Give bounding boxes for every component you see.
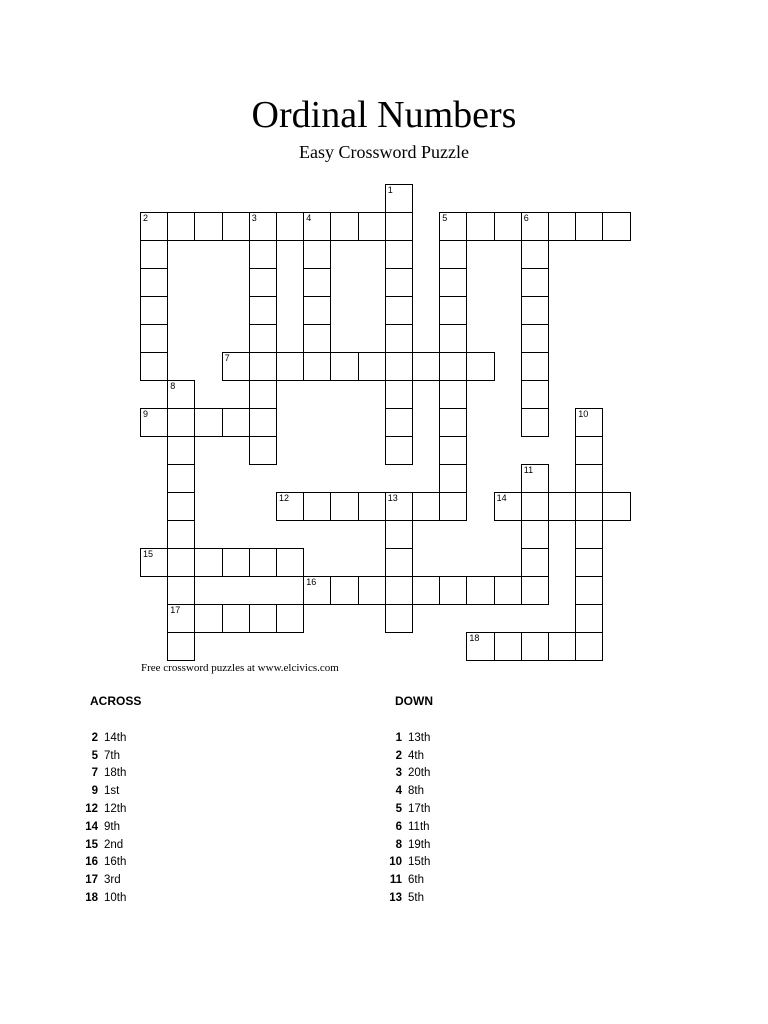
clue-number: 16 [85, 856, 98, 869]
crossword-cell[interactable] [521, 408, 549, 437]
clue-number: 9 [91, 785, 98, 798]
page-subtitle: Easy Crossword Puzzle [299, 142, 469, 162]
crossword-cell[interactable] [439, 296, 467, 325]
clue-number: 3 [395, 767, 402, 780]
across-heading: ACROSS [90, 694, 142, 708]
down-clue [380, 747, 430, 765]
crossword-cell[interactable] [358, 212, 386, 241]
crossword-cell[interactable] [521, 520, 549, 549]
crossword-cell[interactable] [575, 520, 603, 549]
crossword-cell[interactable] [439, 408, 467, 437]
clue-number: 4 [395, 785, 402, 798]
crossword-cell[interactable] [548, 632, 576, 661]
crossword-cell[interactable] [249, 268, 277, 297]
clue-text: 8th [408, 785, 424, 798]
crossword-cell[interactable] [385, 520, 413, 549]
crossword-cell[interactable] [385, 380, 413, 409]
clue-text: 6th [408, 874, 424, 887]
crossword-cell[interactable] [249, 352, 277, 381]
crossword-cell[interactable] [276, 212, 304, 241]
cell-number: 15 [143, 549, 154, 559]
crossword-cell[interactable] [276, 492, 304, 521]
crossword-cell[interactable] [140, 408, 168, 437]
crossword-cell[interactable] [303, 240, 331, 269]
down-clue [380, 871, 430, 889]
clue-number: 5 [395, 803, 402, 816]
crossword-cell[interactable] [385, 184, 413, 213]
clue-text: 18th [104, 767, 127, 780]
clue-number: 11 [389, 874, 402, 887]
crossword-cell[interactable] [249, 296, 277, 325]
crossword-cell[interactable] [140, 268, 168, 297]
crossword-cell[interactable] [358, 492, 386, 521]
crossword-cell[interactable] [575, 548, 603, 577]
crossword-cell[interactable] [140, 240, 168, 269]
cell-number: 7 [224, 353, 230, 363]
crossword-cell[interactable] [385, 324, 413, 353]
clue-number: 5 [91, 749, 98, 762]
across-clue [76, 729, 126, 747]
across-clue [76, 871, 126, 889]
crossword-cell[interactable] [494, 576, 522, 605]
down-clue [380, 782, 430, 800]
crossword-cell[interactable] [167, 632, 195, 661]
crossword-cell[interactable] [521, 576, 549, 605]
crossword-cell[interactable] [521, 212, 549, 241]
crossword-cell[interactable] [330, 576, 358, 605]
crossword-cell[interactable] [385, 576, 413, 605]
crossword-cell[interactable] [439, 240, 467, 269]
clue-number: 8 [395, 838, 402, 851]
across-clue [76, 836, 126, 854]
clue-number: 15 [85, 838, 98, 851]
clue-number: 13 [389, 892, 402, 905]
crossword-cell[interactable] [140, 548, 168, 577]
crossword-cell[interactable] [439, 464, 467, 493]
crossword-cell[interactable] [303, 352, 331, 381]
down-clue [380, 854, 430, 872]
crossword-cell[interactable] [494, 212, 522, 241]
cell-number: 10 [578, 409, 589, 419]
clue-number: 7 [91, 767, 98, 780]
crossword-cell[interactable] [222, 408, 250, 437]
clue-number: 2 [91, 731, 98, 744]
crossword-cell[interactable] [575, 212, 603, 241]
crossword-cell[interactable] [167, 436, 195, 465]
clue-text: 19th [408, 838, 431, 851]
crossword-cell[interactable] [385, 296, 413, 325]
crossword-cell[interactable] [385, 352, 413, 381]
across-clue-list [76, 729, 126, 907]
crossword-cell[interactable] [466, 212, 494, 241]
clue-text: 17th [408, 803, 431, 816]
crossword-cell[interactable] [222, 604, 250, 633]
crossword-cell[interactable] [412, 492, 440, 521]
crossword-cell[interactable] [194, 548, 222, 577]
crossword-cell[interactable] [167, 380, 195, 409]
clue-text: 4th [408, 749, 424, 762]
cell-number: 3 [251, 213, 257, 223]
crossword-cell[interactable] [222, 548, 250, 577]
crossword-cell[interactable] [303, 296, 331, 325]
crossword-cell[interactable] [194, 212, 222, 241]
crossword-cell[interactable] [466, 632, 494, 661]
cell-number: 6 [523, 213, 529, 223]
cell-number: 8 [170, 381, 176, 391]
clue-number: 17 [85, 874, 98, 887]
crossword-cell[interactable] [140, 212, 168, 241]
crossword-cell[interactable] [385, 436, 413, 465]
footer-credit: Free crossword puzzles at www.elcivics.com [141, 662, 339, 674]
crossword-cell[interactable] [466, 576, 494, 605]
crossword-cell[interactable] [548, 492, 576, 521]
crossword-cell[interactable] [303, 576, 331, 605]
across-clue [76, 889, 126, 907]
clue-text: 2nd [104, 838, 124, 851]
crossword-cell[interactable] [521, 464, 549, 493]
down-clue [380, 800, 430, 818]
down-clue-list [380, 729, 430, 907]
crossword-cell[interactable] [167, 548, 195, 577]
crossword-cell[interactable] [358, 352, 386, 381]
clue-number: 6 [395, 820, 402, 833]
crossword-cell[interactable] [521, 324, 549, 353]
crossword-cell[interactable] [167, 408, 195, 437]
crossword-cell[interactable] [194, 408, 222, 437]
crossword-cell[interactable] [303, 212, 331, 241]
crossword-cell[interactable] [412, 576, 440, 605]
crossword-cell[interactable] [167, 492, 195, 521]
crossword-cell[interactable] [194, 604, 222, 633]
cell-number: 12 [279, 493, 290, 503]
crossword-cell[interactable] [249, 436, 277, 465]
crossword-cell[interactable] [249, 604, 277, 633]
crossword-cell[interactable] [167, 604, 195, 633]
cell-number: 14 [496, 493, 507, 503]
cell-number: 11 [523, 465, 534, 475]
down-clue [380, 765, 430, 783]
crossword-cell[interactable] [167, 520, 195, 549]
crossword-cell[interactable] [439, 324, 467, 353]
crossword-cell[interactable] [303, 324, 331, 353]
crossword-cell[interactable] [249, 548, 277, 577]
cell-number: 9 [143, 409, 149, 419]
crossword-cell[interactable] [575, 576, 603, 605]
across-clue [76, 854, 126, 872]
clue-text: 16th [104, 856, 127, 869]
crossword-cell[interactable] [385, 408, 413, 437]
crossword-cell[interactable] [249, 380, 277, 409]
down-clue [380, 889, 430, 907]
cell-number: 4 [306, 213, 312, 223]
crossword-cell[interactable] [521, 548, 549, 577]
crossword-cell[interactable] [249, 212, 277, 241]
clue-text: 14th [104, 731, 127, 744]
across-clue [76, 765, 126, 783]
crossword-cell[interactable] [521, 240, 549, 269]
crossword-cell[interactable] [167, 576, 195, 605]
clue-text: 1st [104, 785, 120, 798]
clue-text: 10th [104, 892, 127, 905]
crossword-cell[interactable] [439, 212, 467, 241]
crossword-cell[interactable] [602, 212, 630, 241]
clue-text: 20th [408, 767, 431, 780]
crossword-cell[interactable] [439, 268, 467, 297]
crossword-cell[interactable] [385, 548, 413, 577]
across-clue [76, 818, 126, 836]
crossword-cell[interactable] [276, 352, 304, 381]
crossword-cell[interactable] [521, 380, 549, 409]
crossword-cell[interactable] [167, 464, 195, 493]
crossword-cell[interactable] [602, 492, 630, 521]
crossword-cell[interactable] [521, 632, 549, 661]
crossword-cell[interactable] [140, 324, 168, 353]
down-clue [380, 818, 430, 836]
crossword-cell[interactable] [466, 352, 494, 381]
crossword-cell[interactable] [330, 212, 358, 241]
cell-number: 16 [306, 577, 317, 587]
crossword-cell[interactable] [494, 632, 522, 661]
crossword-cell[interactable] [276, 604, 304, 633]
crossword-cell[interactable] [385, 268, 413, 297]
crossword-cell[interactable] [575, 632, 603, 661]
crossword-cell[interactable] [358, 576, 386, 605]
across-clue [76, 747, 126, 765]
crossword-cell[interactable] [303, 492, 331, 521]
crossword-cell[interactable] [575, 464, 603, 493]
across-clue [76, 782, 126, 800]
down-clue [380, 729, 430, 747]
cell-number: 2 [143, 213, 149, 223]
crossword-cell[interactable] [575, 436, 603, 465]
crossword-cell[interactable] [385, 604, 413, 633]
crossword-cell[interactable] [412, 352, 440, 381]
crossword-cell[interactable] [575, 604, 603, 633]
crossword-cell[interactable] [575, 408, 603, 437]
clue-text: 3rd [104, 874, 121, 887]
crossword-cell[interactable] [439, 352, 467, 381]
crossword-cell[interactable] [330, 352, 358, 381]
crossword-cell[interactable] [385, 492, 413, 521]
cell-number: 5 [442, 213, 448, 223]
crossword-cell[interactable] [439, 380, 467, 409]
crossword-cell[interactable] [439, 492, 467, 521]
crossword-cell[interactable] [521, 352, 549, 381]
crossword-cell[interactable] [249, 324, 277, 353]
crossword-cell[interactable] [385, 240, 413, 269]
clue-text: 12th [104, 803, 127, 816]
clue-text: 11th [408, 820, 430, 833]
clue-number: 10 [389, 856, 402, 869]
clue-number: 14 [85, 820, 98, 833]
cell-number: 18 [469, 633, 480, 643]
crossword-cell[interactable] [330, 492, 358, 521]
crossword-cell[interactable] [249, 240, 277, 269]
cell-number: 13 [387, 493, 398, 503]
page-title: Ordinal Numbers [251, 94, 517, 136]
crossword-cell[interactable] [575, 492, 603, 521]
crossword-cell[interactable] [494, 492, 522, 521]
clue-text: 9th [104, 820, 120, 833]
clue-text: 5th [408, 892, 424, 905]
clue-text: 7th [104, 749, 120, 762]
cell-number: 1 [387, 185, 393, 195]
clue-number: 2 [395, 749, 402, 762]
crossword-cell[interactable] [548, 212, 576, 241]
clue-text: 15th [408, 856, 431, 869]
crossword-cell[interactable] [303, 268, 331, 297]
crossword-cell[interactable] [439, 576, 467, 605]
crossword-cell[interactable] [439, 436, 467, 465]
crossword-cell[interactable] [521, 492, 549, 521]
crossword-cell[interactable] [521, 296, 549, 325]
crossword-cell[interactable] [222, 352, 250, 381]
crossword-cell[interactable] [385, 212, 413, 241]
crossword-cell[interactable] [222, 212, 250, 241]
crossword-cell[interactable] [249, 408, 277, 437]
cell-number: 17 [170, 605, 181, 615]
crossword-cell[interactable] [276, 548, 304, 577]
crossword-cell[interactable] [167, 212, 195, 241]
crossword-cell[interactable] [140, 296, 168, 325]
clue-number: 18 [85, 892, 98, 905]
crossword-cell[interactable] [140, 352, 168, 381]
across-clue [76, 800, 126, 818]
crossword-cell[interactable] [521, 268, 549, 297]
clue-number: 1 [395, 731, 402, 744]
clue-number: 12 [85, 803, 98, 816]
down-heading: DOWN [395, 694, 433, 708]
down-clue [380, 836, 430, 854]
clue-text: 13th [408, 731, 431, 744]
